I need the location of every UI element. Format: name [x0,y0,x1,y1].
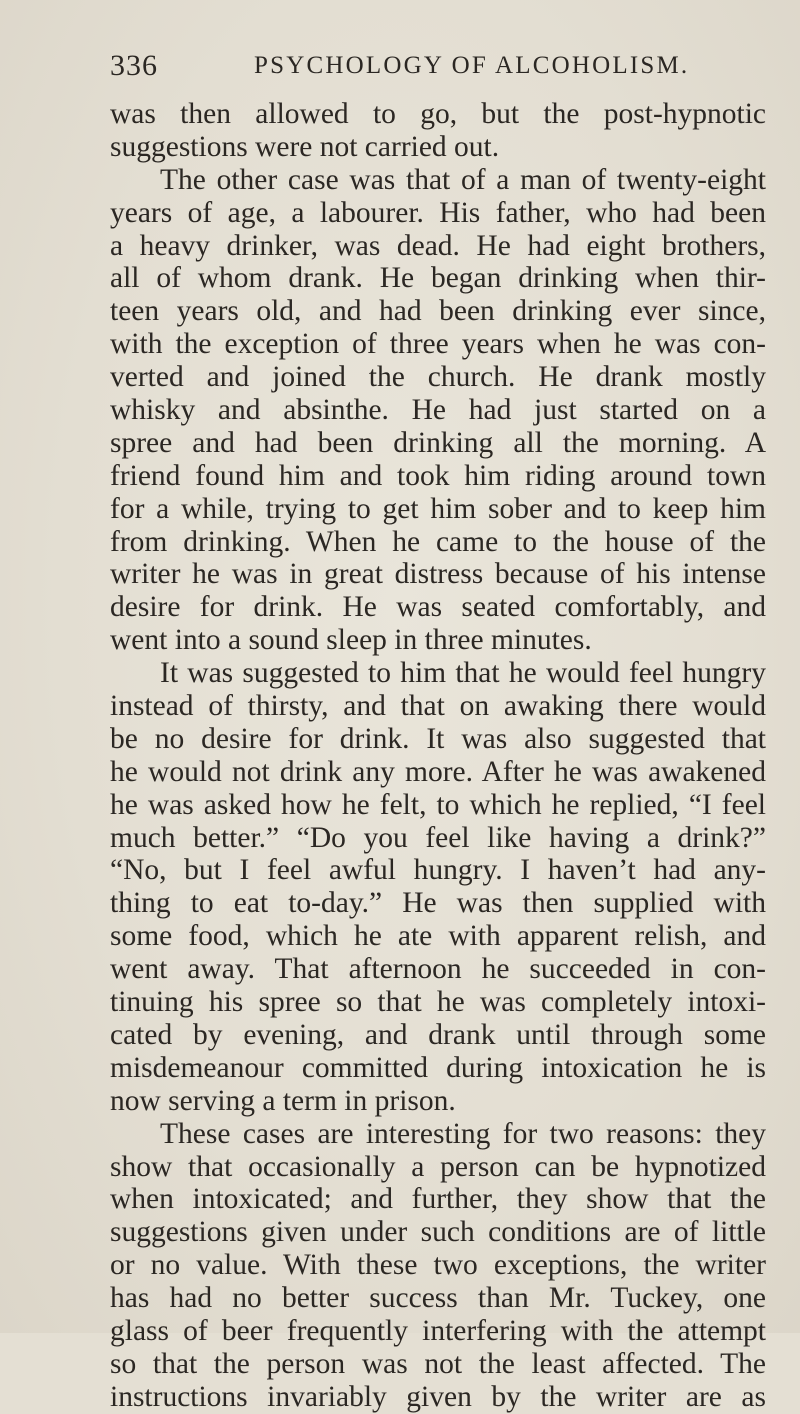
text-line: suggestions given under such conditions are of little [110,1216,766,1249]
text-line: he was asked how he felt, to which he replied, “I feel [110,788,766,821]
text-line: or no value. With these two exceptions, the writer [110,1249,766,1282]
text-line: writer he was in great distress because of his intense [110,558,766,591]
text-line: spree and had been drinking all the morning. A [110,426,766,459]
text-line: The other case was that of a man of twenty-eight [160,163,766,196]
text-line: went into a sound sleep in three minutes. [110,624,592,657]
text-line: when intoxicated; and further, they show that the [110,1183,766,1216]
page-number: 336 [110,49,158,82]
text-line: desire for drink. He was seated comfortably, and [110,591,766,624]
text-line: suggestions were not carried out. [110,130,500,163]
text-line: now serving a term in prison. [110,1084,456,1117]
text-line: instructions invariably given by the writer are as [110,1380,766,1413]
page-header [110,46,766,86]
text-line: with the exception of three years when he was con- [110,328,766,361]
text-line: he would not drink any more. After he was awakened [110,755,766,788]
text-line: cated by evening, and drank until through some [110,1018,766,1051]
text-line: It was suggested to him that he would feel hungry [160,657,766,690]
text-line: some food, which he ate with apparent relish, and [110,920,766,953]
text-line: all of whom drank. He began drinking when thir- [110,262,766,295]
text-line: “No, but I feel awful hungry. I haven’t had any- [110,854,766,887]
text-line: so that the person was not the least affected. The [110,1347,766,1380]
text-line: be no desire for drink. It was also suggested that [110,722,766,755]
running-head: PSYCHOLOGY OF ALCOHOLISM. [254,52,690,79]
text-line: These cases are interesting for two reasons: they [160,1117,766,1150]
text-line: was then allowed to go, but the post-hypnotic [110,98,766,130]
text-line: from drinking. When he came to the house of the [110,525,766,558]
text-line: friend found him and took him riding around town [110,459,766,492]
text-line: thing to eat to-day.” He was then supplied with [110,887,766,920]
text-line: misdemeanour committed during intoxication he is [110,1051,766,1084]
text-line: much better.” “Do you feel like having a drink?” [110,821,766,854]
text-line: teen years old, and had been drinking ever since, [110,295,766,328]
text-line: a heavy drinker, was dead. He had eight brothers, [110,229,766,262]
text-line: show that occasionally a person can be hypnotized [110,1150,766,1183]
text-line: went away. That afternoon he succeeded in con- [110,953,766,986]
text-line: verted and joined the church. He drank mostly [110,361,766,394]
text-line: whisky and absinthe. He had just started on a [110,394,766,427]
text-line: has had no better success than Mr. Tuckey, one [110,1282,766,1315]
body-text [110,98,766,1414]
text-line: tinuing his spree so that he was completely intoxi- [110,986,766,1019]
text-line: years of age, a labourer. His father, who had been [110,196,766,229]
text-line: instead of thirsty, and that on awaking there would [110,690,766,723]
text-line: glass of beer frequently interfering with the attempt [110,1314,766,1347]
text-line: for a while, trying to get him sober and to keep him [110,492,766,525]
